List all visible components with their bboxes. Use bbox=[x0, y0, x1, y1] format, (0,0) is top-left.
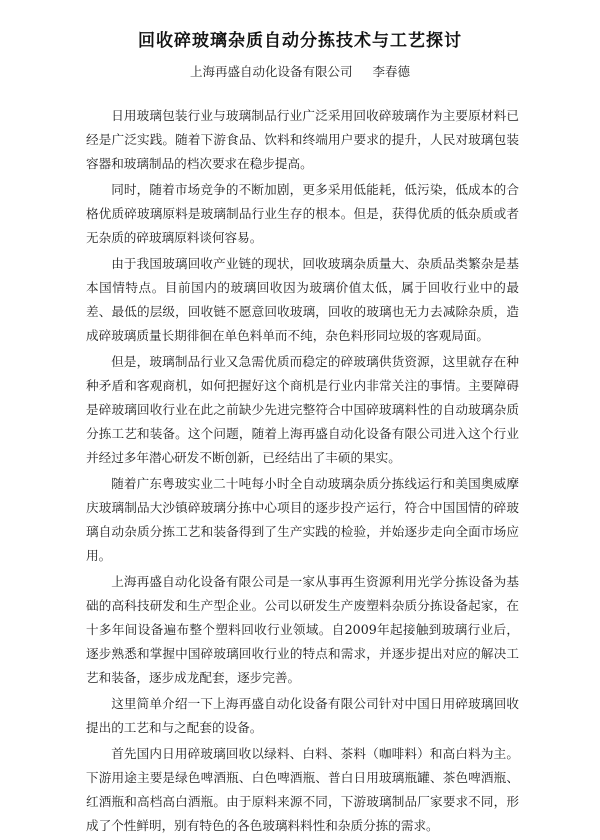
paragraph: 上海再盛自动化设备有限公司是一家从事再生资源利用光学分拣设备为基础的高科技研发和生产型企业。公司以研发生产废塑料杂质分拣设备起家，在十多年间设备遍布整个塑料回收行业领域。自2009年起接触到玻璃行业后，逐步熟悉和掌握中国碎玻璃回收行业的特点和需求，并逐步提出对应的解决工艺和装备，逐步成龙配套，逐步完善。 bbox=[86, 574, 519, 685]
author-organization: 上海再盛自动化设备有限公司 bbox=[189, 64, 353, 79]
paragraph: 这里简单介绍一下上海再盛自动化设备有限公司针对中国日用碎玻璃回收提出的工艺和与之配套的设备。 bbox=[86, 696, 519, 735]
document-body bbox=[86, 104, 519, 840]
paragraph: 随着广东粤玻实业二十吨每小时全自动玻璃杂质分拣线运行和美国奥威摩庆玻璃制品大沙镇碎玻璃分拣中心项目的逐步投产运行，符合中国国情的碎玻璃自动杂质分拣工艺和装备得到了生产实践的检验，并始逐步走向全面市场应用。 bbox=[86, 476, 519, 563]
document-title: 回收碎玻璃杂质自动分拣技术与工艺探讨 bbox=[138, 31, 462, 51]
paragraph: 日用玻璃包装行业与玻璃制品行业广泛采用回收碎玻璃作为主要原材料已经是广泛实践。随着下游食品、饮料和终端用户要求的提升，人民对玻璃包装容器和玻璃制品的档次要求在稳步提高。 bbox=[86, 108, 519, 171]
byline bbox=[0, 62, 600, 80]
author-name: 李春德 bbox=[372, 64, 410, 79]
paragraph: 但是，玻璃制品行业又急需优质而稳定的碎玻璃供货资源，这里就存在种种矛盾和客观商机，如何把握好这个商机是行业内非常关注的事情。主要障碍是碎玻璃回收行业在此之前缺少先进完整符合中国碎玻璃料性的自动玻璃杂质分拣工艺和装备。这个问题，随着上海再盛自动化设备有限公司进入这个行业并经过多年潜心研发不断创新，已经结出了丰硕的果实。 bbox=[86, 354, 519, 465]
paragraph: 首先国内日用碎玻璃回收以绿料、白料、茶料（咖啡料）和高白料为主。下游用途主要是绿色啤酒瓶、白色啤酒瓶、普白日用玻璃瓶罐、茶色啤酒瓶、红酒瓶和高档高白酒瓶。由于原料来源不同，下游玻璃制品厂家要求不同，形成了个性鲜明，别有特色的各色玻璃料料性和杂质分拣的需求。 bbox=[86, 746, 519, 833]
paragraph: 同时，随着市场竞争的不断加剧，更多采用低能耗，低污染，低成本的合格优质碎玻璃原料是玻璃制品行业生存的根本。但是，获得优质的低杂质或者无杂质的碎玻璃原料谈何容易。 bbox=[86, 182, 519, 245]
paragraph: 由于我国玻璃回收产业链的现状，回收玻璃杂质量大、杂质品类繁杂是基本国情特点。目前国内的玻璃回收因为玻璃价值太低，属于回收行业中的最差、最低的层级，回收链不愿意回收玻璃，回收的玻璃也无力去减除杂质，造成碎玻璃质量长期徘徊在单色料单而不纯，杂色料形同垃圾的客观局面。 bbox=[86, 256, 519, 343]
